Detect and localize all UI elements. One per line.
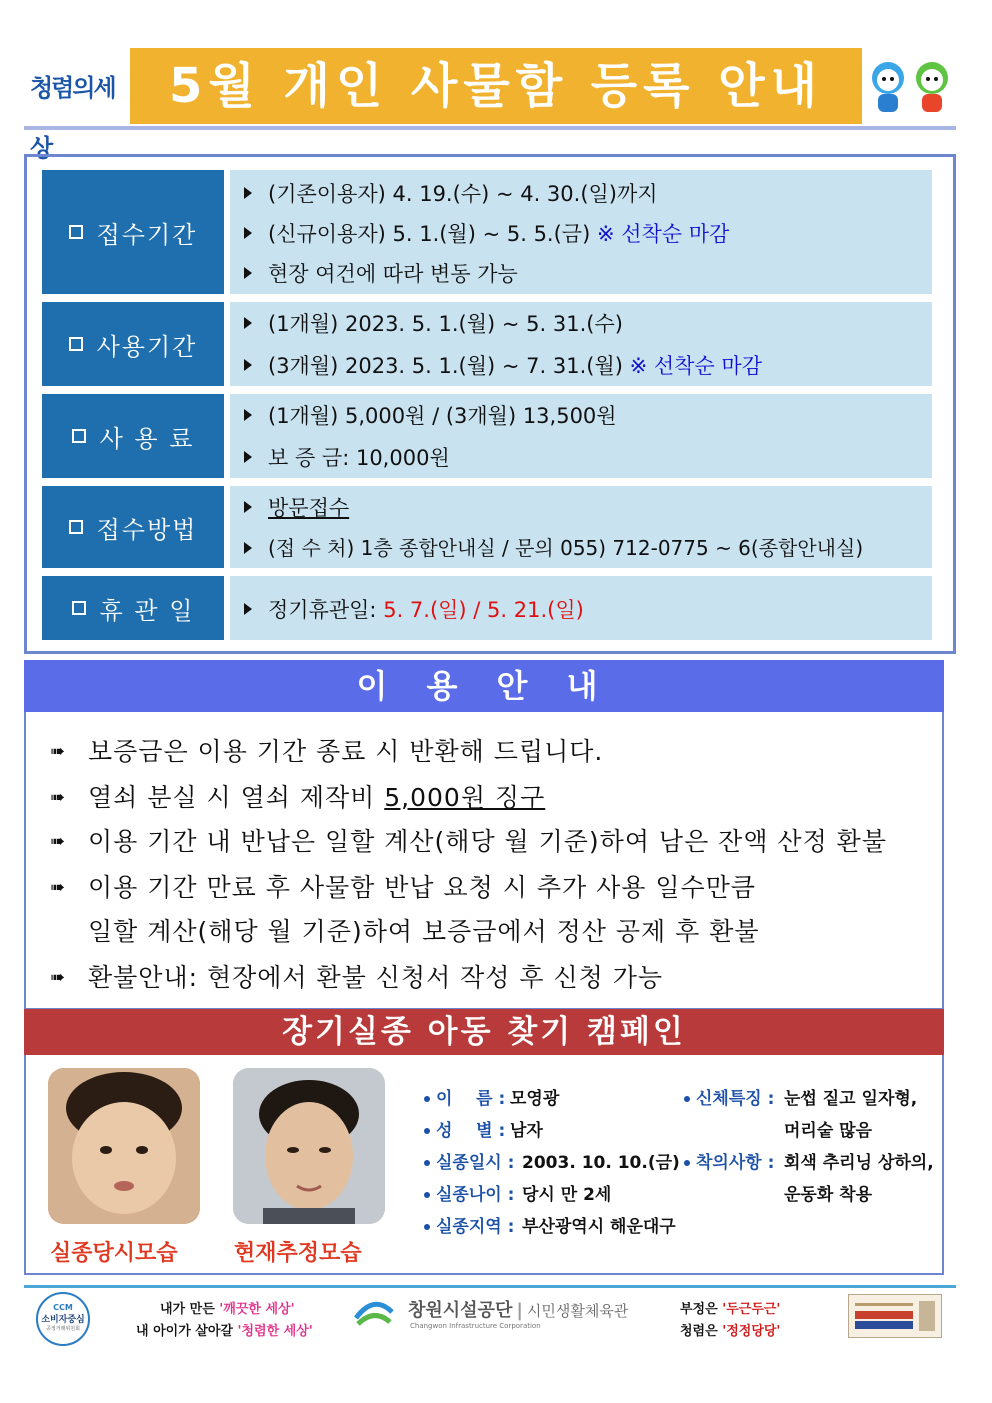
logo-text: 청렴의세상	[30, 74, 115, 162]
info-line: (기존이용자) 4. 19.(수) ~ 4. 30.(일)까지	[244, 178, 658, 208]
guide-item-continued: 일할 계산(해당 월 기준)하여 보증금에서 정산 공제 후 환불	[88, 917, 760, 946]
value-reception-period	[230, 170, 932, 294]
arrow-bullet-icon: ➠	[50, 966, 67, 988]
field-value-clothes: 회색 추리닝 상하의,	[784, 1153, 934, 1173]
field-value-area: 부산광역시 해운대구	[522, 1217, 676, 1237]
photo-child-now	[233, 1068, 385, 1224]
triangle-bullet-icon	[244, 451, 252, 463]
checkbox-icon	[69, 225, 83, 239]
info-line: (3개월) 2023. 5. 1.(월) ~ 7. 31.(월) ※ 선착순 마감	[244, 350, 762, 380]
info-line: 정기휴관일: 5. 7.(일) / 5. 21.(일)	[244, 594, 584, 624]
field-key-clothes: 착의사항 :	[684, 1148, 774, 1173]
campaign-title: 장기실종 아동 찾기 캠페인	[24, 1009, 944, 1055]
field-value-name: 모영광	[510, 1089, 560, 1109]
field-key-body: 신체특징 :	[684, 1084, 774, 1109]
mascot-icon	[866, 56, 956, 116]
guide-item: ➠ 열쇠 분실 시 열쇠 제작비 5,000원 징구	[50, 783, 546, 812]
field-value-date: 2003. 10. 10.(금)	[522, 1153, 680, 1173]
value-fee	[230, 394, 932, 478]
field-key-name: 이 름 :	[424, 1084, 505, 1109]
footer-slogan-2: 내 아이가 살아갈 '청렴한 세상'	[136, 1324, 313, 1339]
triangle-bullet-icon	[244, 542, 252, 554]
field-key-date: 실종일시 :	[424, 1148, 514, 1173]
guide-item: ➠ 이용 기간 만료 후 사물함 반납 요청 시 추가 사용 일수만큼	[50, 873, 756, 902]
label-closed-days: 휴 관 일	[42, 576, 224, 640]
checkbox-icon	[72, 601, 86, 615]
label-fee: 사 용 료	[42, 394, 224, 478]
triangle-bullet-icon	[244, 317, 252, 329]
value-method	[230, 486, 932, 568]
org-name: 창원시설공단 | 시민생활체육관	[408, 1300, 629, 1321]
field-value-clothes-2: 운동화 착용	[784, 1185, 873, 1205]
ccm-badge: CCM 소비자중심 공정거래위원회	[36, 1292, 90, 1346]
triangle-bullet-icon	[244, 409, 252, 421]
triangle-bullet-icon	[244, 267, 252, 279]
arrow-bullet-icon: ➠	[50, 830, 67, 852]
info-line: (신규이용자) 5. 1.(월) ~ 5. 5.(금) ※ 선착순 마감	[244, 218, 729, 248]
triangle-bullet-icon	[244, 603, 252, 615]
field-key-area: 실종지역 :	[424, 1212, 514, 1237]
value-closed-days	[230, 576, 932, 640]
org-name-en: Changwon Infrastructure Corporation	[410, 1322, 541, 1330]
checkbox-icon	[69, 520, 83, 534]
triangle-bullet-icon	[244, 501, 252, 513]
field-value-gender: 남자	[510, 1121, 543, 1141]
field-key-age: 실종나이 :	[424, 1180, 514, 1205]
info-line: 보 증 금: 10,000원	[244, 442, 450, 472]
label-reception-period: 접수기간	[42, 170, 224, 294]
info-line: (접 수 처) 1층 종합안내실 / 문의 055) 712-0775 ~ 6(종합안내실)	[244, 532, 863, 561]
footer-slogan-4: 청렴은 '정정당당'	[680, 1324, 781, 1339]
field-value-age: 당시 만 2세	[522, 1185, 612, 1205]
field-value-body-2: 머리숱 많음	[784, 1121, 873, 1141]
triangle-bullet-icon	[244, 227, 252, 239]
arrow-bullet-icon: ➠	[50, 786, 67, 808]
org-logo-icon	[352, 1298, 396, 1334]
caption-then: 실종당시모습	[50, 1241, 178, 1266]
guide-item: ➠ 이용 기간 내 반납은 일할 계산(해당 월 기준)하여 남은 잔액 산정 환불	[50, 827, 887, 856]
certification-seal-icon	[848, 1294, 942, 1338]
info-line: 방문접수	[244, 492, 349, 522]
triangle-bullet-icon	[244, 359, 252, 371]
info-line: (1개월) 5,000원 / (3개월) 13,500원	[244, 400, 617, 430]
arrow-bullet-icon: ➠	[50, 740, 67, 762]
checkbox-icon	[69, 337, 83, 351]
footer-divider	[24, 1285, 956, 1288]
field-value-body: 눈썹 짙고 일자형,	[784, 1089, 918, 1109]
footer-slogan-1: 내가 만든 '깨끗한 세상'	[160, 1302, 295, 1317]
triangle-bullet-icon	[244, 187, 252, 199]
label-method: 접수방법	[42, 486, 224, 568]
guide-title: 이 용 안 내	[24, 660, 944, 712]
value-usage-period	[230, 302, 932, 386]
photo-child-then	[48, 1068, 200, 1224]
guide-item: ➠ 보증금은 이용 기간 종료 시 반환해 드립니다.	[50, 737, 604, 766]
info-line: 현장 여건에 따라 변동 가능	[244, 258, 518, 288]
arrow-bullet-icon: ➠	[50, 876, 67, 898]
guide-item: ➠ 환불안내: 현장에서 환불 신청서 작성 후 신청 가능	[50, 963, 664, 992]
field-key-gender: 성 별 :	[424, 1116, 505, 1141]
footer-slogan-3: 부정은 '두근두근'	[680, 1302, 781, 1317]
header-divider	[24, 126, 956, 130]
caption-now: 현재추정모습	[234, 1241, 362, 1266]
label-usage-period: 사용기간	[42, 302, 224, 386]
page-title: 5월 개인 사물함 등록 안내	[130, 48, 862, 124]
info-line: (1개월) 2023. 5. 1.(월) ~ 5. 31.(수)	[244, 308, 623, 338]
checkbox-icon	[72, 429, 86, 443]
logo	[30, 58, 126, 162]
